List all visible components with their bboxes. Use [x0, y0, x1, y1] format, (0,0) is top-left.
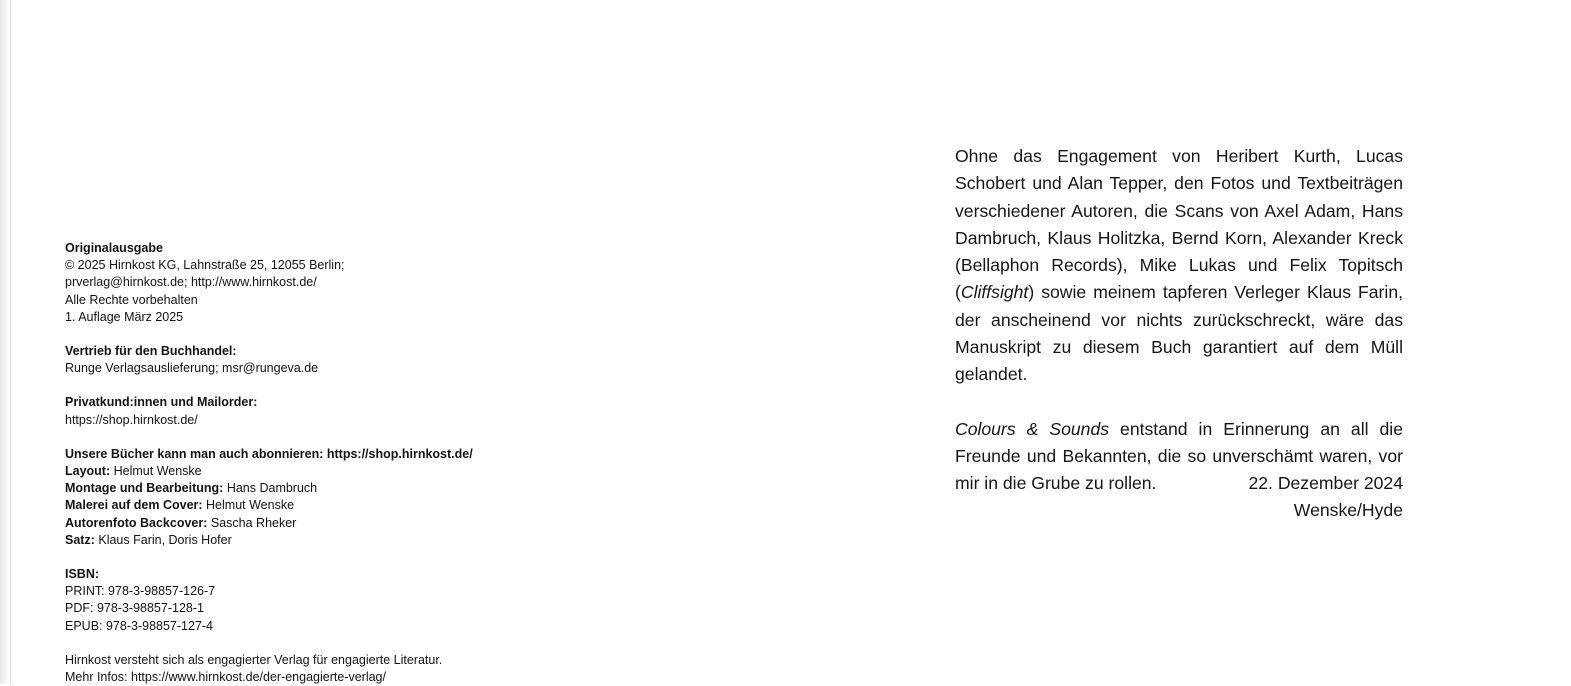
imprint-private-heading: Privatkund:innen und Mailorder: — [65, 395, 258, 410]
signature-block — [955, 470, 1403, 525]
imprint-isbn-group — [65, 566, 625, 635]
ack-p2-text: entstand in Erinnerung an all die Freunde und Bekannten, die so unverschämt waren, vor mir in die Grube zu rollen. — [955, 418, 1403, 494]
imprint-subscribe-line: Unsere Bücher kann man auch abonnieren: https://shop.hirnkost.de/ — [65, 446, 473, 461]
imprint-trade-heading: Vertrieb für den Buchhandel: — [65, 344, 237, 359]
acknowledgements-paragraph-1 — [955, 143, 1403, 389]
isbn-heading: ISBN: — [65, 567, 100, 582]
publisher-note-line-2: Mehr Infos: https://www.hirnkost.de/der-engagierte-verlag/ — [65, 670, 386, 685]
imprint-rights: Alle Rechte vorbehalten — [65, 292, 198, 307]
ack-p1-text-2: ) sowie meinem tapferen Verleger Klaus Farin, der anscheinend vor nichts zurückschreckt, wäre das Manuskript zu diesem Buch garantiert auf dem Müll gelandet. — [955, 282, 1403, 385]
signature-date: 22. Dezember 2024 — [1248, 473, 1403, 493]
isbn-print: PRINT: 978-3-98857-126-7 — [65, 584, 216, 599]
page-edge-shadow — [0, 0, 10, 684]
credit-name: Hans Dambruch — [226, 481, 318, 496]
ack-p1-text-1: Ohne das Engagement von Heribert Kurth, Lucas Schobert und Alan Tepper, den Fotos und Textbeiträgen verschiedener Autoren, die Scans von Axel Adam, Hans Dambruch, Klaus Holitzka, Bernd Korn, Alexander Kreck (Bellaphon Records), Mike Lukas und Felix Topitsch ( — [955, 146, 1403, 303]
imprint-private-value: https://shop.hirnkost.de/ — [65, 412, 198, 427]
imprint-trade-group — [65, 343, 625, 377]
imprint-copyright: © 2025 Hirnkost KG, Lahnstraße 25, 12055 Berlin; — [65, 258, 345, 273]
signature-name: Wenske/Hyde — [1293, 500, 1403, 521]
page-edge-line — [10, 0, 11, 684]
imprint-edition-heading: Originalausgabe — [65, 241, 163, 255]
acknowledgements-block — [955, 143, 1403, 498]
credit-name: Helmut Wenske — [206, 498, 295, 513]
imprint-block — [65, 240, 625, 686]
imprint-edition-group — [65, 240, 625, 326]
credit-role: Montage und Bearbeitung: — [65, 481, 224, 496]
credit-row — [65, 515, 625, 532]
credit-row — [65, 480, 625, 497]
credit-name: Helmut Wenske — [113, 464, 202, 479]
publisher-note-line-1: Hirnkost versteht sich als engagierter Verlag für engagierte Literatur. — [65, 652, 443, 667]
imprint-printing: 1. Auflage März 2025 — [65, 309, 184, 324]
credit-row — [65, 497, 625, 514]
imprint-trade-value: Runge Verlagsauslieferung; msr@rungeva.de — [65, 361, 319, 376]
ack-p2-italic-title: Colours & Sounds — [955, 418, 1110, 439]
paragraph-spacer — [955, 389, 1403, 416]
credit-name: Klaus Farin, Doris Hofer — [98, 532, 232, 547]
credit-role: Layout: — [65, 464, 111, 479]
isbn-epub: EPUB: 978-3-98857-127-4 — [65, 618, 214, 633]
credit-role: Malerei auf dem Cover: — [65, 498, 203, 513]
imprint-credits-group — [65, 446, 625, 549]
imprint-publisher-note — [65, 652, 625, 686]
credit-role: Satz: — [65, 532, 95, 547]
credit-row — [65, 463, 625, 480]
credit-row — [65, 532, 625, 549]
imprint-contact: prverlag@hirnkost.de; http://www.hirnkost.de/ — [65, 275, 317, 290]
imprint-private-group — [65, 394, 625, 428]
credit-name: Sascha Rheker — [210, 515, 297, 530]
credit-role: Autorenfoto Backcover: — [65, 515, 208, 530]
ack-p1-italic-title: Cliffsight — [960, 282, 1029, 303]
isbn-pdf: PDF: 978-3-98857-128-1 — [65, 601, 204, 616]
